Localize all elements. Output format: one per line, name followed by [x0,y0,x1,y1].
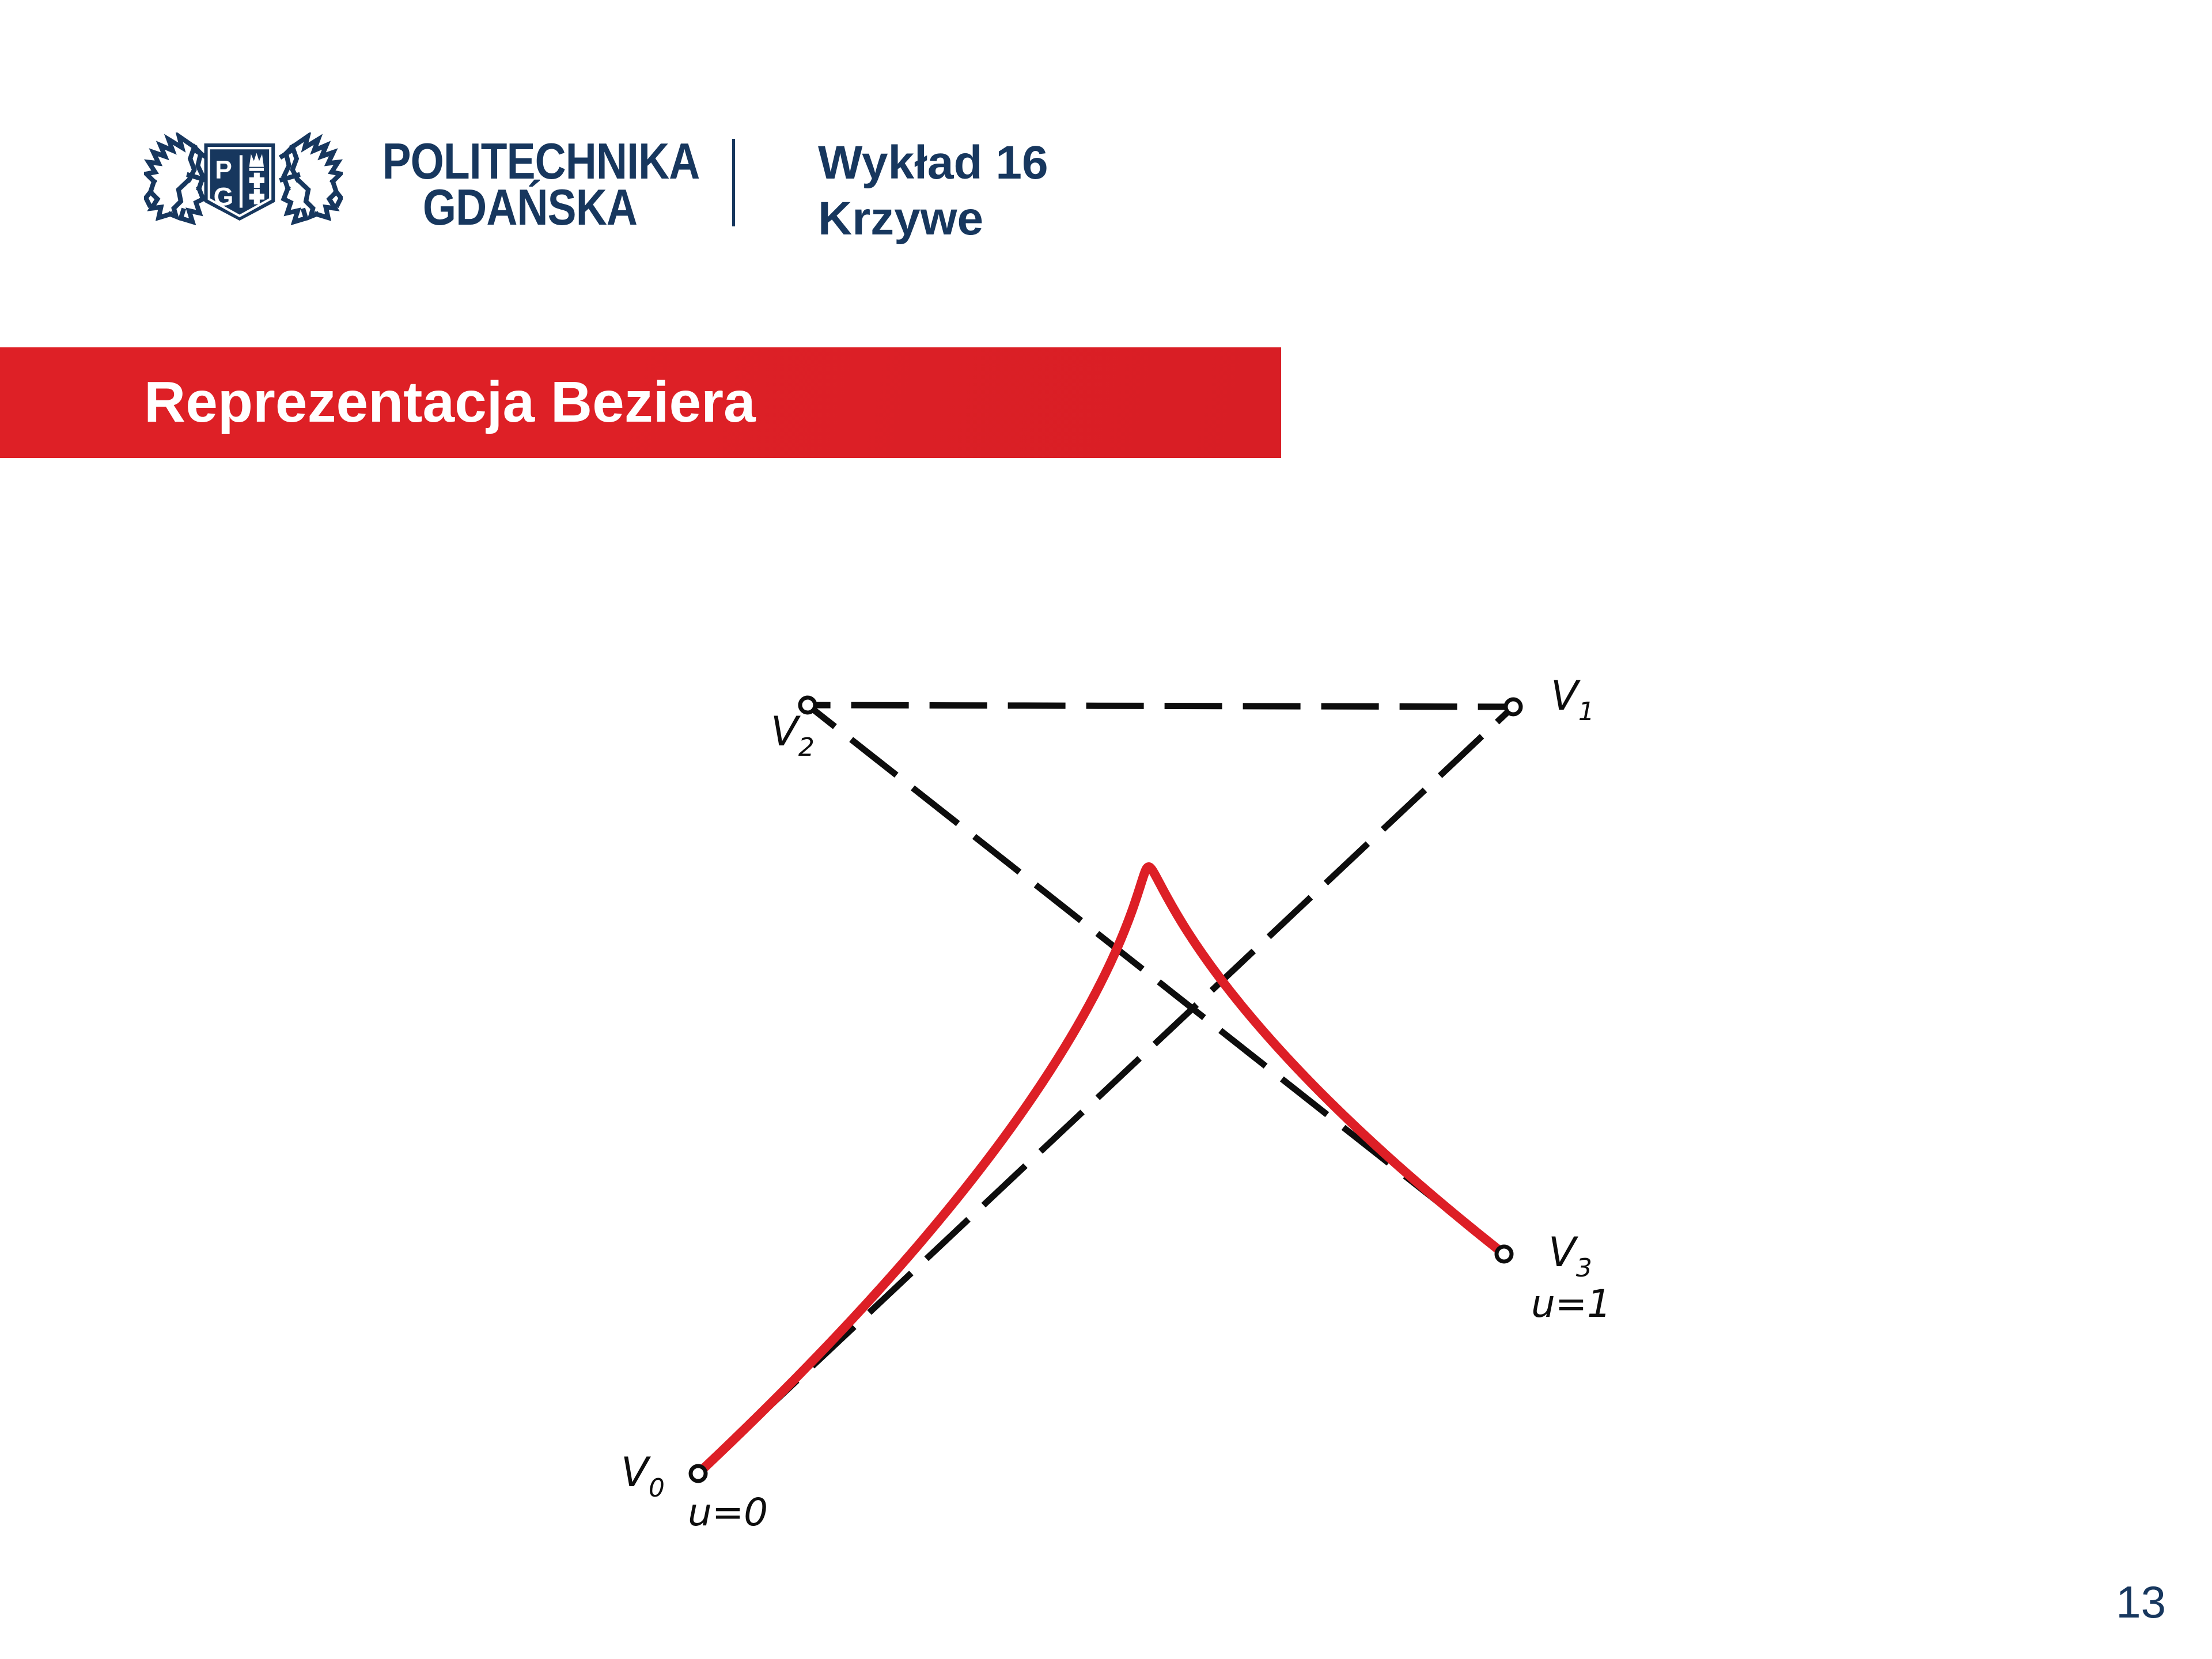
lecture-title: Wykład 16 [818,137,1048,189]
university-name-line2: GDAŃSKA [422,179,638,236]
page-number: 13 [2116,1577,2166,1627]
control-point-v0 [691,1466,706,1481]
label-v1: $V_1$ [1551,672,1594,726]
lecture-topic: Krzywe [818,192,984,245]
label-v0: $V_0$ [621,1449,665,1503]
bezier-curve [698,867,1504,1474]
label-v2: $V_2$ [771,708,815,762]
control-point-v2 [800,698,815,713]
label-v3: $V_3$ [1548,1229,1592,1283]
control-point-v3 [1497,1247,1512,1262]
shield-letter-p: P [215,156,232,184]
shield-letter-g: G [213,183,234,211]
control-point-v1 [1506,699,1521,714]
label-u0: u=0 [688,1490,768,1535]
university-name-line1: POLITECHNIKA [382,132,700,190]
label-u1: u=1 [1531,1282,1612,1326]
section-title: Reprezentacja Beziera [144,370,756,434]
